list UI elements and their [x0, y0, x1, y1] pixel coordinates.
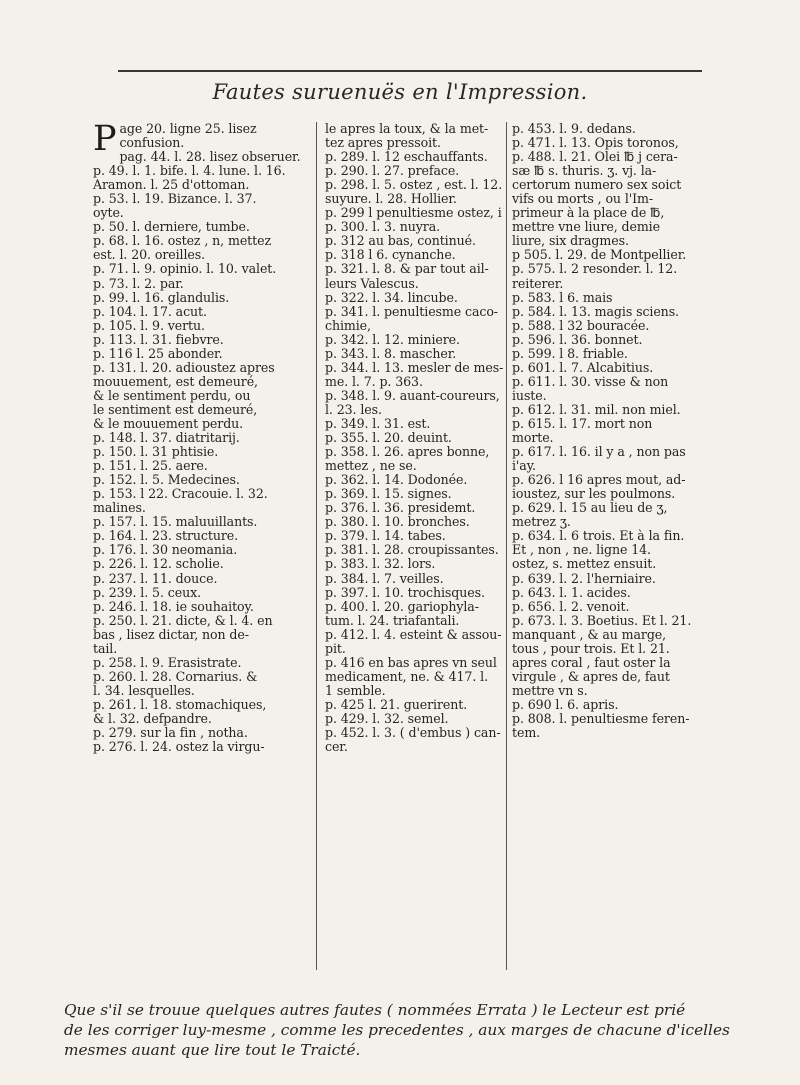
- errata-line: ostez, s. mettez ensuit.: [512, 556, 657, 572]
- errata-line: p. 99. l. 16. glandulis.: [93, 289, 230, 305]
- errata-line: p. 279. sur la fin , notha.: [93, 725, 248, 741]
- errata-line: p. 358. l. 26. apres bonne,: [325, 444, 490, 460]
- errata-line: p. 588. l 32 bouracée.: [512, 317, 650, 333]
- errata-line: leurs Valescus.: [325, 275, 419, 291]
- errata-line: p. 643. l. 1. acides.: [512, 584, 631, 600]
- errata-line: p. 300. l. 3. nuyra.: [325, 219, 441, 235]
- errata-line: p. 634. l. 6 trois. Et à la fin.: [512, 528, 685, 544]
- errata-line: p 505. l. 29. de Montpellier.: [512, 247, 687, 263]
- errata-line: p. 384. l. 7. veilles.: [325, 570, 444, 586]
- errata-line: p. 673. l. 3. Boetius. Et l. 21.: [512, 612, 692, 628]
- errata-line: p. 626. l 16 apres mout, ad-: [512, 472, 686, 488]
- errata-line: p. 298. l. 5. ostez , est. l. 12.: [325, 177, 503, 193]
- errata-column-1: [93, 119, 308, 755]
- errata-line: sæ ℔ s. thuris. ʒ. vj. la-: [512, 163, 657, 179]
- errata-line: p. 113. l. 31. fiebvre.: [93, 331, 224, 347]
- column-divider: [316, 122, 317, 970]
- errata-line: mettre vn s.: [512, 682, 588, 698]
- errata-line: p. 656. l. 2. venoit.: [512, 598, 630, 614]
- errata-line: ioustez, sur les poulmons.: [512, 486, 676, 502]
- errata-line: p. 157. l. 15. maluuillants.: [93, 514, 258, 530]
- errata-line: p. 412. l. 4. esteint & assou-: [325, 626, 502, 642]
- errata-line: p. 68. l. 16. ostez , n, mettez: [93, 233, 271, 249]
- errata-line: p. 349. l. 31. est.: [325, 415, 431, 431]
- errata-line: p. 400. l. 20. gariophyla-: [325, 598, 479, 614]
- errata-line: p. 369. l. 15. signes.: [325, 486, 452, 502]
- errata-line: mettre vne liure, demie: [512, 219, 660, 235]
- errata-line: p. 425 l. 21. guerirent.: [325, 696, 468, 712]
- errata-line: confusion.: [119, 135, 185, 151]
- closing-note-line: Que s'il se trouue quelques autres fautes ( nommées Errata ) le Lecteur est prié: [64, 1001, 686, 1019]
- errata-column-2: [325, 121, 504, 755]
- errata-line: le apres la toux, & la met-: [325, 121, 489, 136]
- errata-line: p. 343. l. 8. mascher.: [325, 345, 457, 361]
- errata-line: bas , lisez dictar, non de-: [93, 626, 249, 642]
- errata-line: p. 381. l. 28. croupissantes.: [325, 542, 499, 558]
- errata-line: vifs ou morts , ou l'Im-: [512, 191, 654, 207]
- errata-line: p. 250. l. 21. dicte, & l. 4. en: [93, 612, 273, 628]
- errata-line: liure, six dragmes.: [512, 233, 629, 249]
- errata-line: tail.: [93, 640, 118, 656]
- closing-note: [64, 1000, 754, 1060]
- errata-line: p. 289. l. 12 eschauffants.: [325, 149, 488, 165]
- errata-line: p. 148. l. 37. diatritarij.: [93, 430, 240, 446]
- errata-line: 1 semble.: [325, 682, 386, 698]
- errata-line: & le sentiment perdu, ou: [93, 387, 251, 403]
- errata-line: iuste.: [512, 387, 547, 403]
- errata-line: p. 453. l. 9. dedans.: [512, 121, 636, 136]
- errata-line: p. 151. l. 25. aere.: [93, 458, 208, 474]
- errata-line: p. 617. l. 16. il y a , non pas: [512, 444, 686, 460]
- errata-line: est. l. 20. oreilles.: [93, 247, 206, 263]
- errata-line: p. 226. l. 12. scholie.: [93, 556, 224, 572]
- errata-line: p. 150. l. 31 phtisie.: [93, 444, 219, 460]
- errata-line: p. 344. l. 13. mesler de mes-: [325, 359, 504, 375]
- errata-line: p. 601. l. 7. Alcabitius.: [512, 359, 654, 375]
- errata-line: morte.: [512, 430, 554, 446]
- errata-line: p. 612. l. 31. mil. non miel.: [512, 401, 681, 417]
- errata-line: p. 276. l. 24. ostez la virgu-: [93, 739, 265, 755]
- errata-line: tez apres pressoit.: [325, 135, 441, 151]
- errata-column-3: [512, 122, 717, 740]
- errata-line: virgule , & apres de, faut: [512, 668, 670, 684]
- errata-line: p. 355. l. 20. deuint.: [325, 430, 452, 446]
- page-heading: Fautes suruenuës en l'Impression.: [212, 80, 588, 104]
- errata-line: p. 164. l. 23. structure.: [93, 528, 239, 544]
- errata-line: reiterer.: [512, 275, 564, 291]
- closing-note-line: mesmes auant que lire tout le Traicté.: [64, 1041, 361, 1059]
- errata-line: tous , pour trois. Et l. 21.: [512, 640, 670, 656]
- errata-line: p. 258. l. 9. Erasistrate.: [93, 654, 242, 670]
- errata-line: malines.: [93, 500, 146, 516]
- errata-line: p. 599. l 8. friable.: [512, 345, 628, 361]
- errata-line: p. 322. l. 34. lincube.: [325, 289, 458, 305]
- column-divider: [506, 122, 507, 970]
- errata-line: p. 397. l. 10. trochisques.: [325, 584, 485, 600]
- errata-line: suyure. l. 28. Hollier.: [325, 191, 457, 207]
- errata-line: p. 290. l. 27. preface.: [325, 163, 460, 179]
- errata-line-text: age 20. ligne 25. lisez: [119, 121, 257, 136]
- errata-line: mouuement, est demeuré,: [93, 373, 258, 389]
- errata-line: p. 237. l. 11. douce.: [93, 570, 218, 586]
- errata-line: p. 105. l. 9. vertu.: [93, 317, 205, 333]
- errata-line: cer.: [325, 739, 348, 755]
- top-rule: [118, 70, 702, 72]
- errata-line: p. 321. l. 8. & par tout ail-: [325, 261, 489, 277]
- errata-line: p. 471. l. 13. Opis toronos,: [512, 135, 679, 151]
- errata-line: Aramon. l. 25 d'ottoman.: [93, 177, 250, 193]
- errata-line: p. 131. l. 20. adioustez apres: [93, 359, 275, 375]
- errata-line: p. 176. l. 30 neomania.: [93, 542, 238, 558]
- errata-line: p. 341. l. penultiesme caco-: [325, 303, 498, 319]
- errata-line: oyte.: [93, 205, 124, 221]
- errata-line: p. 583. l 6. mais: [512, 289, 613, 305]
- errata-line: p. 239. l. 5. ceux.: [93, 584, 201, 600]
- errata-line: metrez ʒ.: [512, 514, 571, 530]
- errata-line: p. 452. l. 3. ( d'embus ) can-: [325, 725, 501, 741]
- errata-line: mettez , ne se.: [325, 458, 417, 474]
- errata-line: & le mouuement perdu.: [93, 415, 244, 431]
- errata-line: chimie,: [325, 317, 371, 333]
- errata-line: p. 49. l. 1. bife. l. 4. lune. l. 16.: [93, 163, 286, 179]
- errata-line: tum. l. 24. triafantali.: [325, 612, 460, 628]
- errata-line: p. 575. l. 2 resonder. l. 12.: [512, 261, 678, 277]
- errata-line: p. 383. l. 32. lors.: [325, 556, 436, 572]
- errata-line: p. 53. l. 19. Bizance. l. 37.: [93, 191, 257, 207]
- errata-line: l. 23. les.: [325, 401, 382, 417]
- errata-line: tem.: [512, 725, 541, 741]
- errata-line: medicament, ne. & 417. l.: [325, 668, 488, 684]
- errata-line: pag. 44. l. 28. lisez obseruer.: [119, 149, 301, 165]
- errata-line: p. 71. l. 9. opinio. l. 10. valet.: [93, 261, 277, 277]
- errata-line: p. 611. l. 30. visse & non: [512, 373, 669, 389]
- closing-note-line: de les corriger luy-mesme , comme les precedentes , aux marges de chacune d'icelles: [64, 1021, 730, 1039]
- errata-line: p. 629. l. 15 au lieu de ʒ,: [512, 500, 668, 516]
- errata-line: i'ay.: [512, 458, 536, 474]
- errata-line: certorum numero sex soict: [512, 177, 682, 193]
- errata-line: p. 380. l. 10. bronches.: [325, 514, 470, 530]
- errata-line: p. 104. l. 17. acut.: [93, 303, 207, 319]
- errata-line: manquant , & au marge,: [512, 626, 667, 642]
- errata-line: me. l. 7. p. 363.: [325, 373, 423, 389]
- errata-line: p. 260. l. 28. Cornarius. &: [93, 668, 258, 684]
- errata-line: p. 342. l. 12. miniere.: [325, 331, 460, 347]
- errata-line: p. 690 l. 6. apris.: [512, 696, 619, 712]
- errata-line: pit.: [325, 640, 346, 656]
- errata-line: p. 639. l. 2. l'herniaire.: [512, 570, 656, 586]
- errata-line: p. 153. l 22. Cracouie. l. 32.: [93, 486, 268, 502]
- errata-line: p. 318 l 6. cynanche.: [325, 247, 456, 263]
- errata-line: Et , non , ne. ligne 14.: [512, 542, 651, 558]
- errata-line: p. 299 l penultiesme ostez, i: [325, 205, 502, 221]
- errata-line: p. 116 l. 25 abonder.: [93, 345, 223, 361]
- errata-line: p. 348. l. 9. auant-coureurs,: [325, 387, 500, 403]
- errata-line: p. 429. l. 32. semel.: [325, 710, 449, 726]
- errata-line: apres coral , faut oster la: [512, 654, 671, 670]
- errata-line: p. 379. l. 14. tabes.: [325, 528, 446, 544]
- drop-cap: P: [93, 119, 117, 159]
- errata-line: primeur à la place de ℔,: [512, 205, 665, 221]
- errata-line: & l. 32. defpandre.: [93, 710, 212, 726]
- errata-line: p. 808. l. penultiesme feren-: [512, 710, 690, 726]
- errata-line: p. 246. l. 18. ie souhaitoy.: [93, 598, 254, 614]
- errata-line: le sentiment est demeuré,: [93, 401, 258, 417]
- errata-line: p. 73. l. 2. par.: [93, 275, 184, 291]
- errata-line: p. 261. l. 18. stomachiques,: [93, 696, 267, 712]
- errata-line: p. 152. l. 5. Medecines.: [93, 472, 240, 488]
- errata-line: l. 34. lesquelles.: [93, 682, 195, 698]
- errata-line: p. 312 au bas, continué.: [325, 233, 476, 249]
- errata-line: p. 488. l. 21. Olei ℔ j cera-: [512, 149, 678, 165]
- errata-line: p. 596. l. 36. bonnet.: [512, 331, 643, 347]
- errata-line: p. 584. l. 13. magis sciens.: [512, 303, 679, 319]
- errata-line: p. 416 en bas apres vn seul: [325, 654, 497, 670]
- errata-line: p. 376. l. 36. presidemt.: [325, 500, 476, 516]
- errata-line: p. 615. l. 17. mort non: [512, 415, 653, 431]
- errata-line: p. 50. l. derniere, tumbe.: [93, 219, 250, 235]
- errata-line: p. 362. l. 14. Dodonée.: [325, 472, 468, 488]
